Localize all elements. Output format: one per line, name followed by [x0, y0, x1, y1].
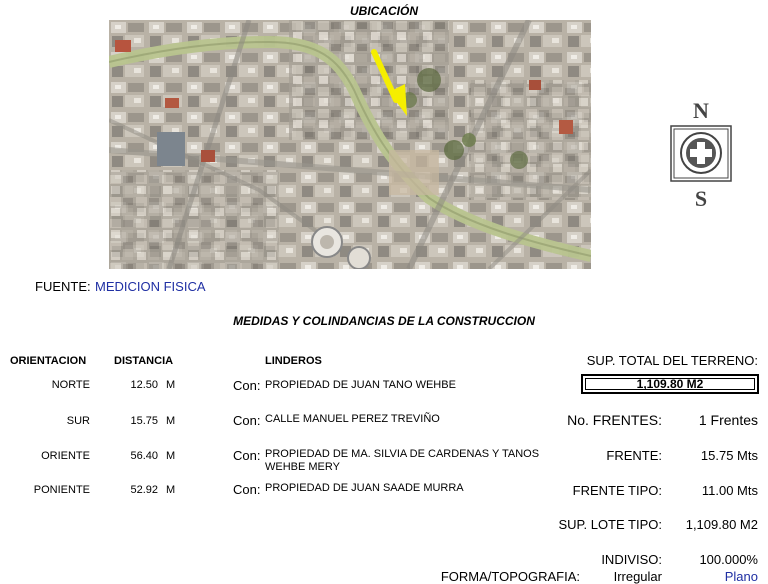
row-oriente-lindero-line2: WEHBE MERY	[265, 461, 340, 473]
forma-label: FORMA/TOPOGRAFIA:	[440, 569, 580, 584]
row-poniente-lindero: PROPIEDAD DE JUAN SAADE MURRA	[265, 482, 464, 494]
row-poniente-orientacion: PONIENTE	[33, 484, 90, 496]
row-sur-lindero: CALLE MANUEL PEREZ TREVIÑO	[265, 413, 440, 425]
sup-lote-value: 1,109.80 M2	[685, 517, 758, 532]
medidas-title: MEDIDAS Y COLINDANCIAS DE LA CONSTRUCCION	[233, 314, 535, 328]
fuente-value: MEDICION FISICA	[95, 279, 206, 294]
row-norte-distancia: 12.50	[130, 379, 158, 391]
row-norte-con: Con:	[233, 378, 261, 393]
row-sur-con: Con:	[233, 413, 261, 428]
sup-lote-label: SUP. LOTE TIPO:	[558, 517, 662, 532]
header-orientacion: ORIENTACION	[10, 355, 87, 367]
header-distancia: DISTANCIA	[114, 355, 174, 367]
indiviso-value: 100.000%	[699, 552, 758, 567]
frente-tipo-label: FRENTE TIPO:	[572, 483, 662, 498]
frentes-value: 1 Frentes	[698, 412, 758, 428]
fuente-label: FUENTE:	[35, 279, 91, 294]
indiviso-label: INDIVISO:	[601, 552, 662, 567]
map-graphic	[109, 20, 591, 269]
row-oriente-lindero: PROPIEDAD DE MA. SILVIA DE CARDENAS Y TANOS	[265, 448, 540, 460]
row-norte-unit: M	[166, 379, 176, 391]
frente-tipo-value: 11.00 Mts	[701, 483, 758, 498]
row-poniente-unit: M	[166, 484, 176, 496]
row-sur-unit: M	[166, 415, 176, 427]
forma-value: Irregular	[613, 569, 662, 584]
ubicacion-title: UBICACIÓN	[350, 4, 418, 18]
row-oriente-unit: M	[166, 450, 176, 462]
row-poniente-con: Con:	[233, 482, 261, 497]
row-oriente-distancia: 56.40	[130, 450, 158, 462]
row-norte-lindero: PROPIEDAD DE JUAN TANO WEHBE	[265, 379, 456, 391]
frente-label: FRENTE:	[606, 448, 662, 463]
frentes-label: No. FRENTES:	[567, 412, 662, 428]
compass-icon	[668, 98, 734, 212]
row-poniente-distancia: 52.92	[130, 484, 158, 496]
row-sur-orientacion: SUR	[66, 415, 90, 427]
row-sur-distancia: 15.75	[130, 415, 158, 427]
header-linderos: LINDEROS	[265, 355, 322, 367]
satellite-map	[109, 20, 591, 269]
compass-north-label: N	[693, 98, 709, 123]
frente-value: 15.75 Mts	[700, 448, 758, 463]
sup-total-label: SUP. TOTAL DEL TERRENO:	[586, 353, 758, 368]
sup-total-box	[581, 374, 759, 394]
sup-total-value: 1,109.80 M2	[636, 377, 704, 391]
compass-south-label: S	[694, 186, 708, 211]
topografia-value: Plano	[724, 569, 758, 584]
row-oriente-orientacion: ORIENTE	[41, 450, 90, 462]
row-oriente-con: Con:	[233, 448, 261, 463]
row-norte-orientacion: NORTE	[51, 379, 90, 391]
compass-rose	[668, 98, 734, 212]
